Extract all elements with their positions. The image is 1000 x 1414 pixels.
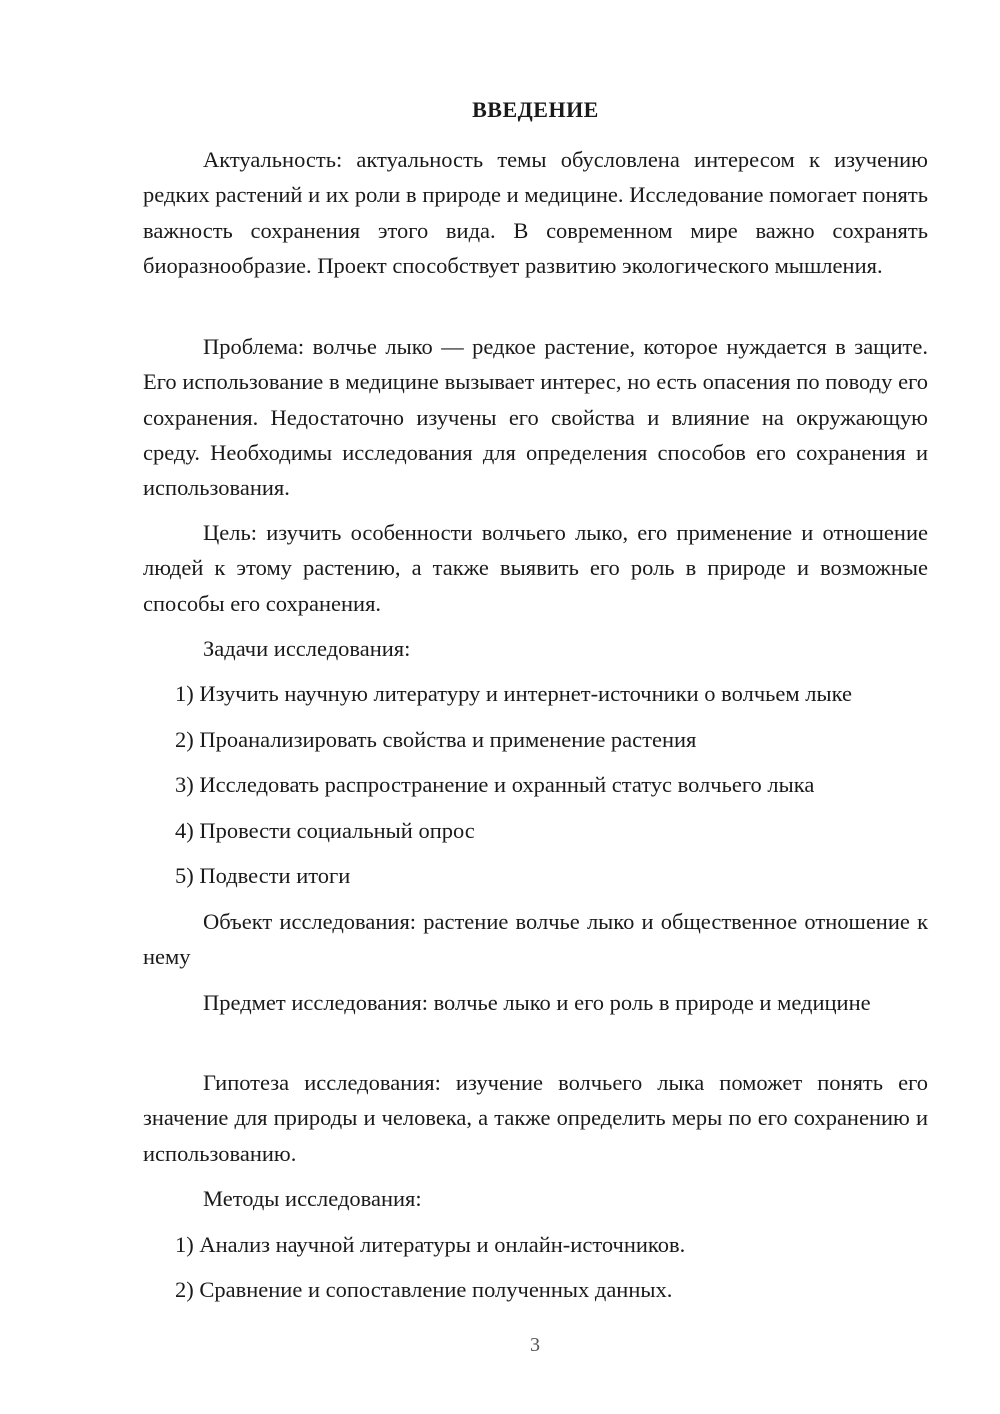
task-item: 5) Подвести итоги xyxy=(175,863,351,888)
task-item: 1) Изучить научную литературу и интернет-источники о волчьем лыке xyxy=(175,681,852,706)
task-item: 3) Исследовать распространение и охранный статус волчьего лыка xyxy=(175,772,815,797)
hypothesis-paragraph: Гипотеза исследования: изучение волчьего лыка поможет понять его значение для природы и человека, а также определить меры по его сохранению и использованию. xyxy=(143,1070,928,1166)
subject-paragraph: Предмет исследования: волчье лыко и его роль в природе и медицине xyxy=(203,990,871,1015)
page-number: 3 xyxy=(530,1334,540,1356)
goal-paragraph: Цель: изучить особенности волчьего лыко, его применение и отношение людей к этому растению, а также выявить его роль в природе и возможные способы его сохранения. xyxy=(143,520,928,616)
tasks-heading: Задачи исследования: xyxy=(203,636,411,661)
method-item: 2) Сравнение и сопоставление полученных данных. xyxy=(175,1277,673,1302)
task-item: 4) Провести социальный опрос xyxy=(175,818,475,843)
page-title: ВВЕДЕНИЕ xyxy=(472,97,599,122)
relevance-paragraph: Актуальность: актуальность темы обусловлена интересом к изучению редких растений и их роли в природе и медицине. Исследование помогает понять важность сохранения этого вида. В современном мире важно сохранять биоразнообразие. Проект способствует развитию экологического мышления. xyxy=(143,147,928,278)
object-paragraph: Объект исследования: растение волчье лыко и общественное отношение к нему xyxy=(143,909,928,970)
methods-heading: Методы исследования: xyxy=(203,1186,422,1211)
problem-paragraph: Проблема: волчье лыко — редкое растение, которое нуждается в защите. Его использование в медицине вызывает интерес, но есть опасения по поводу его сохранения. Недостаточно изучены его свойства и влияние на окружающую среду. Необходимы исследования для определения способов его сохранения и использования. xyxy=(143,334,928,501)
task-item: 2) Проанализировать свойства и применение растения xyxy=(175,727,697,752)
method-item: 1) Анализ научной литературы и онлайн-источников. xyxy=(175,1232,686,1257)
